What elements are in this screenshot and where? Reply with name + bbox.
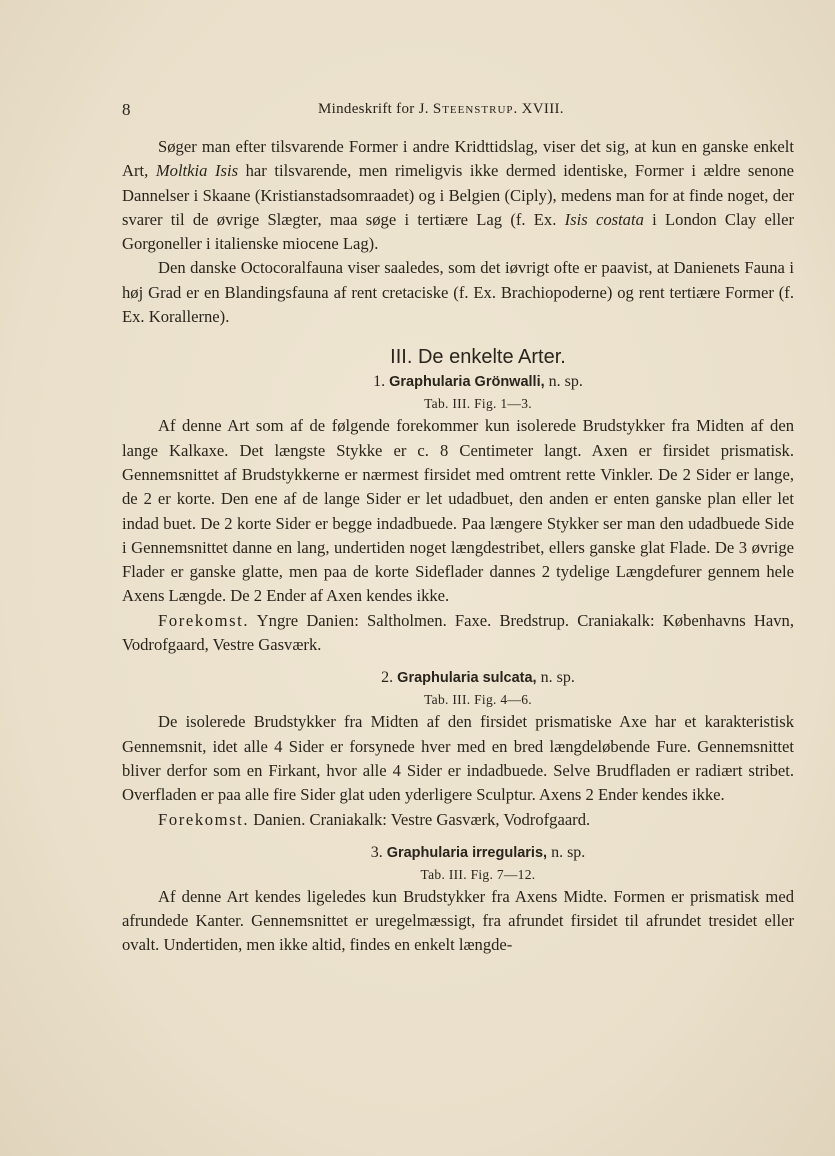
- taxon-isis-costata: Isis costata: [564, 209, 644, 229]
- species-heading-2: 2. Graphularia sulcata, n. sp.: [381, 669, 575, 687]
- running-head-prefix: Mindeskrift for J.: [318, 101, 433, 117]
- species-occurrence-1: Forekomst. Yngre Danien: Saltholmen. Faxe. Bredstrup. Craniakalk: Københavns Havn, Vodrofgaard, Vestre Gasværk.: [122, 610, 794, 655]
- species-heading-1: 1. Graphularia Grönwalli, n. sp.: [373, 373, 583, 391]
- species-occurrence-2: Forekomst. Danien. Craniakalk: Vestre Gasværk, Vodrofgaard.: [158, 809, 591, 829]
- intro-paragraph-1: Søger man efter tilsvarende Former i andre Kridttidslag, viser det sig, at kun en ganske enkelt Art, Moltkia Isis har tilsvarende, men rimeligvis ikke dermed identiske, Former i ældre senone Dannelser i Skaane (Kristianstadsomraadet) og i Belgien (Ciply), medens man for at finde noget, der svarer til de øvrige Slægter, maa søge i tertiære Lag (f. Ex. Isis costata i London Clay eller Gorgoneller i italienske miocene Lag).: [122, 137, 795, 254]
- intro-paragraph-2: Den danske Octocoralfauna viser saaledes, som det iøvrigt ofte er paavist, at Danienets Fauna i høj Grad er en Blandingsfauna af rent cretaciske (f. Ex. Brachiopoderne) og rent tertiære Former (f. Ex. Korallerne).: [122, 258, 794, 327]
- taxon-moltkia-isis: Moltkia Isis: [155, 161, 239, 181]
- running-head: [318, 101, 564, 118]
- plate-reference-2: Tab. III. Fig. 4—6.: [424, 692, 532, 708]
- species-heading-3: 3. Graphularia irregularis, n. sp.: [370, 843, 586, 861]
- plate-reference-1: Tab. III. Fig. 1—3.: [424, 396, 532, 412]
- species-name: Graphularia irregularis,: [386, 844, 548, 861]
- page-body: [122, 135, 794, 958]
- species-name: Graphularia sulcata,: [397, 670, 537, 687]
- species-name: Graphularia Grönwalli,: [389, 374, 545, 391]
- page-header: [122, 100, 794, 124]
- running-head-suffix: . XVIII.: [513, 101, 564, 117]
- species-description-1: Af denne Art som af de følgende forekommer kun isolerede Brudstykker fra Midten af den lange Kalkaxe. Det længste Stykke er c. 8 Centimeter langt. Axen er firsidet prismatisk. Gennemsnittet af Brudstykkerne er nærmest firsidet med omtrent rette Vinkler. De 2 Sider er lange, de 2 er korte. Den ene af de lange Sider er let udadbuet, den anden er enten ganske plan eller let indad buet. De 2 korte Sider er begge indadbuede. Paa længere Stykker ser man den udadbuede Side i Gennemsnittet danne en lang, undertiden noget længdestribet, ellers ganske glat Flade. De 3 øvrige Flader er ganske glatte, men paa de korte Sideflader dannes 2 tydelige Længdefurer gennem hele Axens Længde. De 2 Ender af Axen kendes ikke.: [122, 416, 794, 606]
- plate-reference-3: Tab. III. Fig. 7—12.: [420, 866, 536, 882]
- section-title: III. De enkelte Arter.: [390, 346, 566, 369]
- species-description-2: De isolerede Brudstykker fra Midten af den firsidet prismatiske Axe har et karakteristisk Gennemsnit, idet alle 4 Sider er forsynede hver med en bred længdeløbende Fure. Gennemsnittet bliver derfor som en Firkant, hvor alle 4 Sider er indadbuede. Selve Brudfladen er radiært stribet. Overfladen er paa alle fire Sider glat uden yderligere Sculptur. Axens 2 Ender kendes ikke.: [122, 712, 794, 805]
- page-number: 8: [122, 100, 131, 119]
- species-description-3: Af denne Art kendes ligeledes kun Brudstykker fra Axens Midte. Formen er prismatisk med afrundede Kanter. Gennemsnittet er uregelmæssigt, fra afrundet firsidet til afrundet tresidet eller ovalt. Undertiden, men ikke altid, findes en enkelt længde-: [122, 886, 794, 955]
- running-head-author: Steenstrup: [432, 101, 514, 117]
